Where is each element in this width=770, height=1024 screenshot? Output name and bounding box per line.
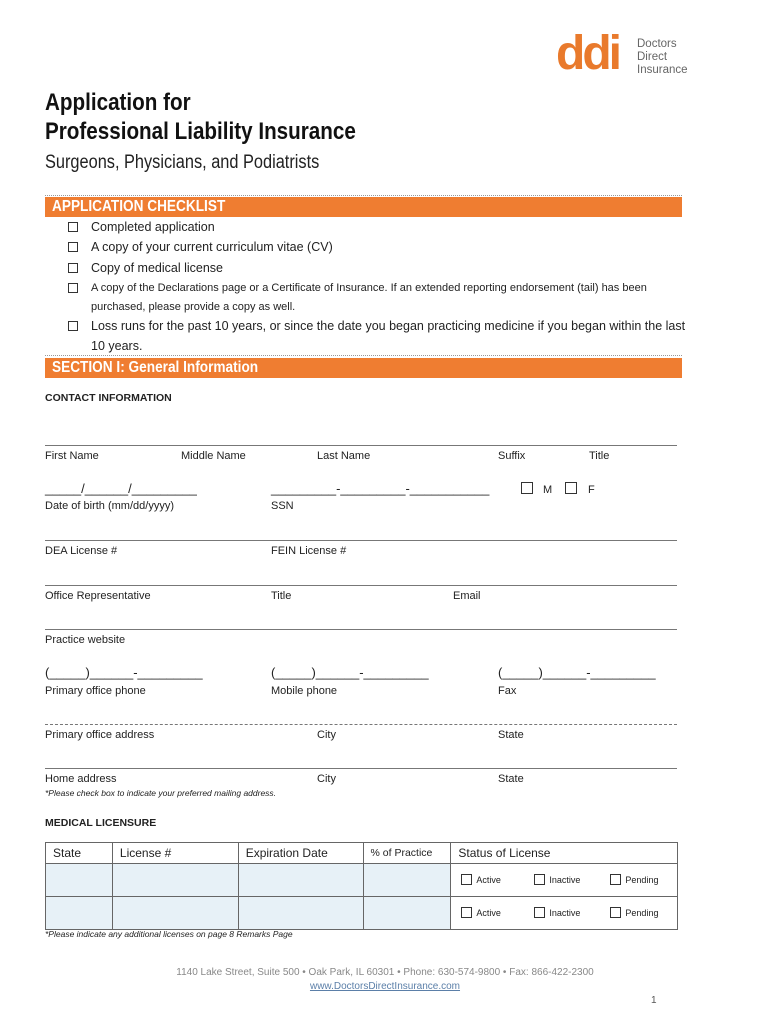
title-label: Title [589,450,610,462]
company-logo [556,27,696,84]
column-header: State [46,843,113,864]
status-active[interactable]: Active [461,874,501,886]
website-line[interactable] [45,629,677,630]
fein-label: FEIN License # [271,545,347,557]
gender-m-label: M [543,484,553,496]
primary-address-line[interactable] [45,724,677,725]
table-row [46,897,678,930]
checklist-heading: APPLICATION CHECKLIST [52,198,226,215]
status-cell [451,897,678,930]
mailing-note: *Please check box to indicate your preferred mailing address. [45,788,277,798]
ssn-label: SSN [271,500,294,512]
home-state-label: State [498,773,524,785]
home-address-label: Home address [45,773,117,785]
contact-info-heading: CONTACT INFORMATION [45,392,172,404]
licensure-heading: MEDICAL LICENSURE [45,817,157,829]
name-line[interactable] [45,445,677,446]
checkbox[interactable] [68,283,78,293]
checkbox[interactable] [610,874,621,885]
licensure-note: *Please indicate any additional licenses on page 8 Remarks Page [45,929,293,939]
page-subtitle: Surgeons, Physicians, and Podiatrists [45,152,320,173]
dob-field[interactable]: _____/______/_________ [45,481,197,496]
gender-f-checkbox[interactable] [565,482,577,494]
license-number-cell[interactable] [112,897,238,930]
home-address-line[interactable] [45,768,677,769]
checkbox[interactable] [534,907,545,918]
rep-title-label: Title [271,590,292,602]
status-inactive[interactable]: Inactive [534,874,580,886]
office-rep-line[interactable] [45,585,677,586]
column-header: License # [112,843,238,864]
checkbox[interactable] [461,907,472,918]
gender-f-label: F [588,484,595,496]
page-number: 1 [651,995,657,1006]
dob-label: Date of birth (mm/dd/yyyy) [45,500,174,512]
fax-field[interactable]: (_____)______-_________ [498,665,656,680]
status-pending[interactable]: Pending [610,907,658,919]
checkbox[interactable] [461,874,472,885]
fax-label: Fax [498,685,517,697]
license-number-cell[interactable] [112,864,238,897]
page-title: Application for Professional Liability Insurance [45,89,356,145]
expiration-date-cell[interactable] [238,864,363,897]
checklist-header-bar [45,197,682,217]
suffix-label: Suffix [498,450,526,462]
checkbox[interactable] [68,242,78,252]
primary-phone-label: Primary office phone [45,685,146,697]
dea-label: DEA License # [45,545,118,557]
percent-practice-cell[interactable] [363,864,451,897]
first-name-label: First Name [45,450,99,462]
license-line[interactable] [45,540,677,541]
column-header: % of Practice [363,843,451,864]
logo-text: Doctors Direct Insurance [637,38,688,76]
status-cell [451,864,678,897]
mobile-phone-field[interactable]: (_____)______-_________ [271,665,429,680]
ssn-field[interactable]: _________-_________-___________ [271,481,490,496]
last-name-label: Last Name [317,450,371,462]
email-label: Email [453,590,481,602]
table-header-row [46,843,678,864]
percent-practice-cell[interactable] [363,897,451,930]
primary-phone-field[interactable]: (_____)______-_________ [45,665,203,680]
logo-mark: ddi [556,27,619,80]
table-row [46,864,678,897]
mobile-phone-label: Mobile phone [271,685,338,697]
website-label: Practice website [45,634,126,646]
primary-state-label: State [498,729,524,741]
column-header: Expiration Date [238,843,363,864]
middle-name-label: Middle Name [181,450,246,462]
checkbox[interactable] [68,321,78,331]
checkbox[interactable] [68,263,78,273]
checkbox[interactable] [610,907,621,918]
status-pending[interactable]: Pending [610,874,658,886]
state-cell[interactable] [46,897,113,930]
divider [45,195,682,196]
footer-website-link[interactable]: www.DoctorsDirectInsurance.com [309,981,461,992]
status-active[interactable]: Active [461,907,501,919]
licensure-table [45,842,678,930]
primary-address-label: Primary office address [45,729,155,741]
office-rep-label: Office Representative [45,590,151,602]
gender-m-checkbox[interactable] [521,482,533,494]
checkbox[interactable] [68,222,78,232]
status-inactive[interactable]: Inactive [534,907,580,919]
section1-header-bar [45,358,682,378]
column-header: Status of License [451,843,678,864]
state-cell[interactable] [46,864,113,897]
home-city-label: City [317,773,336,785]
section1-heading: SECTION I: General Information [52,359,259,376]
divider [45,355,682,356]
expiration-date-cell[interactable] [238,897,363,930]
checkbox[interactable] [534,874,545,885]
footer-address: 1140 Lake Street, Suite 500 • Oak Park, IL 60301 • Phone: 630-574-9800 • Fax: 866-422-2300 [176,967,594,978]
primary-city-label: City [317,729,336,741]
